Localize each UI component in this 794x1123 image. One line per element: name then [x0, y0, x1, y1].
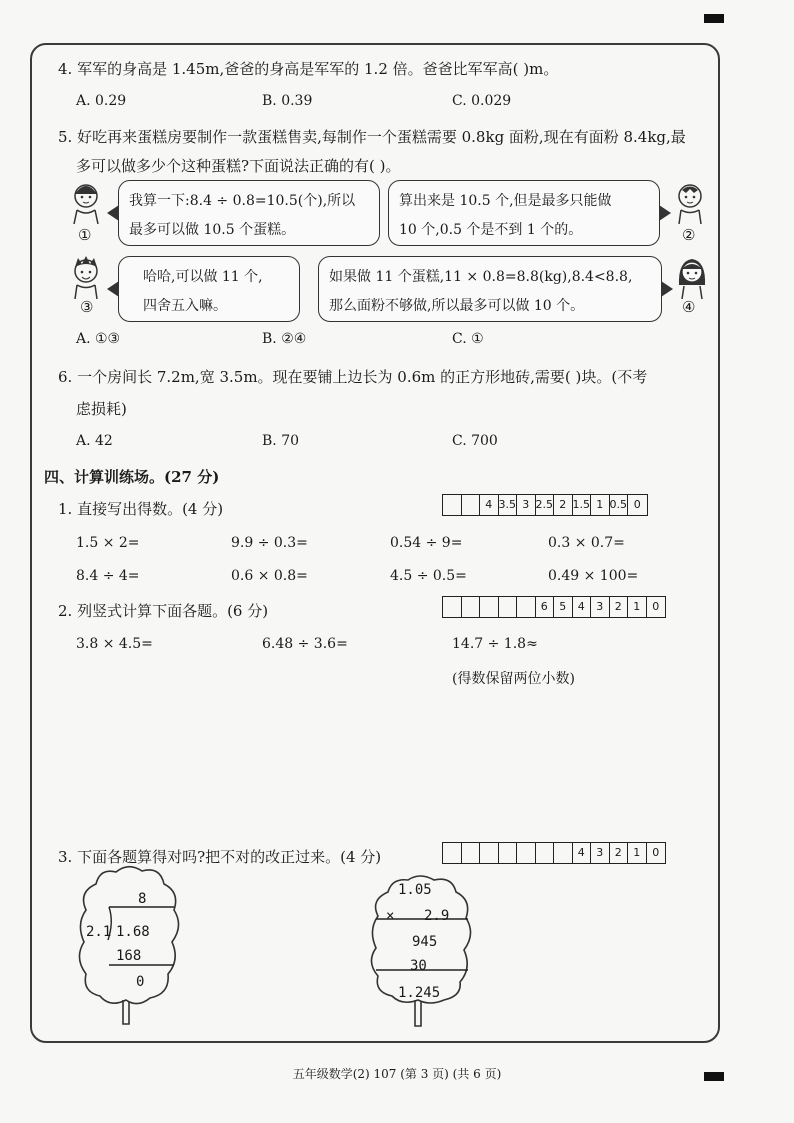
section-4-title: 四、计算训练场。(27 分)	[44, 468, 220, 486]
question-5-line1: 5. 好吃再来蛋糕房要制作一款蛋糕售卖,每制作一个蛋糕需要 0.8kg 面粉,现在有面粉 8.4kg,最	[58, 128, 686, 146]
score-cell: 2	[610, 843, 629, 863]
score-cell	[499, 597, 518, 617]
score-cell: 0	[652, 846, 660, 859]
mult-bottom: 2.9	[424, 908, 450, 924]
score-cell: 6	[536, 597, 555, 617]
division-divisor: 2.1	[86, 924, 112, 940]
speech-bubble-3	[118, 256, 300, 322]
division-dividend: 1.68	[116, 924, 150, 940]
score-cell	[499, 843, 518, 863]
part-1-title: 1. 直接写出得数。(4 分)	[58, 500, 224, 518]
mult-partial-2: 30	[410, 958, 427, 974]
score-cell: 4	[480, 495, 499, 515]
expr-7: 4.5 ÷ 0.5=	[390, 568, 467, 584]
score-cell: 1	[628, 597, 647, 617]
score-box-part-3	[442, 842, 666, 864]
q6-option-a: A. 42	[76, 433, 113, 449]
division-quotient: 8	[138, 891, 147, 907]
bubble-4-line2: 那么面粉不够做,所以最多可以做 10 个。	[329, 298, 585, 314]
score-cell: 4	[573, 597, 592, 617]
score-cell	[462, 843, 481, 863]
rounding-note: (得数保留两位小数)	[452, 671, 575, 687]
score-cell: 2	[610, 597, 629, 617]
part-3-title: 3. 下面各题算得对吗?把不对的改正过来。(4 分)	[58, 848, 382, 866]
bubble-1-line2: 最多可以做 10.5 个蛋糕。	[129, 222, 296, 238]
vertical-expr-2: 6.48 ÷ 3.6=	[262, 636, 348, 652]
question-6-line1: 6. 一个房间长 7.2m,宽 3.5m。现在要铺上边长为 0.6m 的正方形地砖,需要( )块。(不考	[58, 368, 648, 386]
q5-option-b: B. ②④	[262, 331, 307, 347]
label-3: ③	[80, 298, 94, 316]
score-box-part-2	[442, 596, 666, 618]
bubble-2-line1: 算出来是 10.5 个,但是最多只能做	[399, 193, 612, 209]
score-cell: 1	[591, 495, 610, 515]
score-cell: 1.5	[573, 495, 592, 515]
score-cell	[443, 843, 462, 863]
score-cell: 0.5	[610, 495, 629, 515]
expr-4: 0.3 × 0.7=	[548, 535, 625, 551]
score-cell: 1	[628, 843, 647, 863]
bubble-1-line1: 我算一下:8.4 ÷ 0.8=10.5(个),所以	[129, 193, 356, 209]
expr-8: 0.49 × 100=	[548, 568, 639, 584]
score-cell	[443, 597, 462, 617]
q6-option-b: B. 70	[262, 433, 300, 449]
score-cell: 3.5	[499, 495, 518, 515]
score-cell	[517, 843, 536, 863]
score-cell: 2	[554, 495, 573, 515]
expr-5: 8.4 ÷ 4=	[76, 568, 140, 584]
score-cell	[462, 495, 481, 515]
score-cell	[554, 843, 573, 863]
tree-shape-left	[74, 862, 186, 1032]
question-4-text: 4. 军军的身高是 1.45m,爸爸的身高是军军的 1.2 倍。爸爸比军军高( )m。	[58, 60, 559, 78]
vertical-expr-3: 14.7 ÷ 1.8≈	[452, 636, 538, 652]
division-remainder: 0	[136, 974, 145, 990]
vertical-expr-1: 3.8 × 4.5=	[76, 636, 153, 652]
score-box-part-1	[442, 494, 648, 516]
label-4: ④	[682, 298, 696, 316]
expr-1: 1.5 × 2=	[76, 535, 140, 551]
q5-option-a: A. ①③	[76, 331, 121, 347]
page-footer: 五年级数学(2) 107 (第 3 页) (共 6 页)	[292, 1067, 502, 1081]
score-cell	[443, 495, 462, 515]
bubble-3-line2: 四舍五入嘛。	[143, 298, 227, 314]
question-6-line2: 虑损耗)	[76, 400, 127, 418]
expr-3: 0.54 ÷ 9=	[390, 535, 463, 551]
boy-avatar-icon	[672, 180, 708, 224]
mult-result: 1.245	[398, 985, 441, 1001]
q6-option-c: C. 700	[452, 433, 498, 449]
expr-2: 9.9 ÷ 0.3=	[231, 535, 308, 551]
label-1: ①	[78, 226, 92, 244]
speech-bubble-1	[118, 180, 380, 246]
bubble-3-line1: 哈哈,可以做 11 个,	[143, 269, 263, 285]
score-cell	[536, 843, 555, 863]
score-cell: 3	[591, 843, 610, 863]
mult-top: 1.05	[398, 882, 432, 898]
speech-bubble-4	[318, 256, 662, 322]
score-cell: 4	[573, 843, 592, 863]
score-cell: 2.5	[536, 495, 555, 515]
score-cell: 0	[652, 600, 660, 613]
girl-avatar-icon	[68, 180, 104, 224]
score-cell	[480, 843, 499, 863]
q4-option-b: B. 0.39	[262, 93, 313, 109]
score-cell	[480, 597, 499, 617]
score-cell: 3	[591, 597, 610, 617]
question-5-line2: 多可以做多少个这种蛋糕?下面说法正确的有( )。	[76, 157, 401, 175]
registration-mark-top	[704, 14, 724, 23]
bubble-2-line2: 10 个,0.5 个是不到 1 个的。	[399, 222, 583, 238]
score-cell: 0	[633, 498, 641, 511]
bubble-4-line1: 如果做 11 个蛋糕,11 × 0.8=8.8(kg),8.4<8.8,	[329, 269, 633, 285]
mult-partial-1: 945	[412, 934, 438, 950]
q5-option-c: C. ①	[452, 331, 484, 347]
girl-longhair-avatar-icon	[674, 255, 710, 299]
speech-bubble-2	[388, 180, 660, 246]
mult-operator: ×	[386, 908, 395, 924]
boy-spiky-avatar-icon	[68, 255, 104, 299]
q4-option-c: C. 0.029	[452, 93, 512, 109]
score-cell: 3	[517, 495, 536, 515]
part-2-title: 2. 列竖式计算下面各题。(6 分)	[58, 602, 269, 620]
score-cell	[462, 597, 481, 617]
score-cell	[517, 597, 536, 617]
q4-option-a: A. 0.29	[76, 93, 127, 109]
division-product: 168	[116, 948, 142, 964]
label-2: ②	[682, 226, 696, 244]
expr-6: 0.6 × 0.8=	[231, 568, 308, 584]
score-cell: 5	[554, 597, 573, 617]
